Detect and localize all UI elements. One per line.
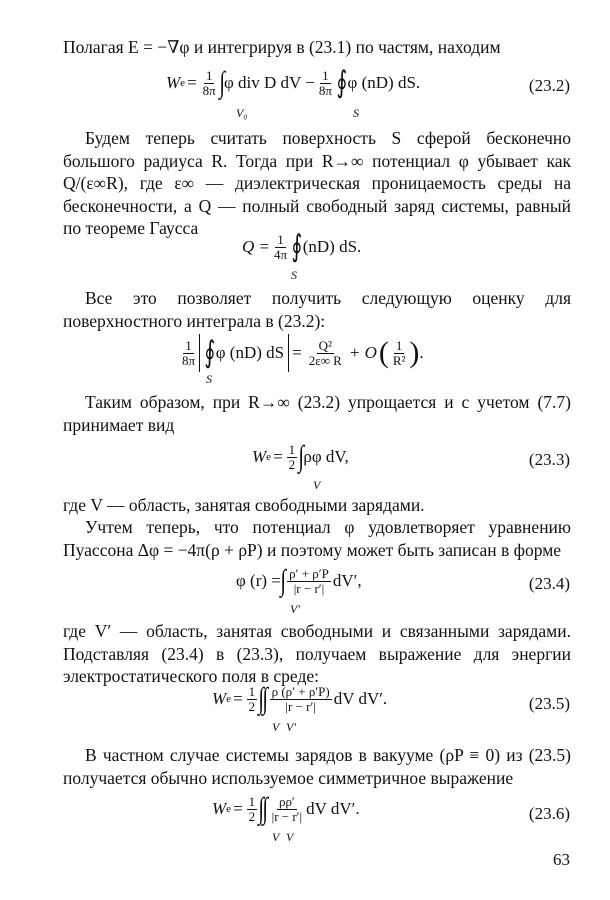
eq4-lhs: φ (r) = (236, 571, 281, 590)
paragraph-1: Полагая E = −∇φ и интегрируя в (23.1) по частям, находим (63, 37, 501, 57)
paragraph-6: Учтем теперь, что потенциал φ удовлетворяет уравнению Пуассона Δφ = −4π(ρ + ρP) и поэтому может быть записан в форме (63, 517, 571, 560)
eq-q-lhs: Q = (242, 237, 270, 256)
equation-gauss (0, 228, 610, 283)
eq-q-limit: S (291, 268, 297, 282)
paren-open: ( (378, 336, 389, 369)
eq-est-frac2: $\frac{\text{Q²}}{2\varepsilon\infty R}$ (308, 337, 342, 368)
eq5-limit-2: V′ (286, 720, 296, 734)
eq1-frac2: $\frac{1}{8\pi}$ (318, 67, 332, 98)
eq4-limit: V′ (290, 602, 300, 616)
equation-estimate (0, 330, 610, 390)
paren-close: ) (409, 336, 420, 369)
contour-integral-icon: ∮ (336, 66, 348, 99)
eq6-frac: $\frac{1}{2}$ (248, 793, 256, 824)
eq1-lhs-sub: e (180, 77, 186, 89)
eq6-lhs-sub: e (226, 803, 232, 815)
abs-value (199, 334, 289, 372)
eq-est-plus: + O (348, 343, 377, 362)
eq5-lhs-sub: e (226, 693, 232, 705)
eq-est-frac3: $\frac{1}{\text{R²}}$ (392, 337, 406, 368)
integral-icon: ∫ (258, 792, 265, 825)
eq6-number: (23.6) (528, 804, 570, 823)
paragraph-8: В частном случае системы зарядов в вакууме (ρP ≡ 0) из (23.5) получается обычно используемое симметричное выражение (63, 745, 571, 788)
eq3-lhs-sub: e (266, 451, 272, 463)
eq5-limit-1: V (272, 720, 280, 734)
eq1-int-limit: V₀ (236, 106, 248, 120)
eq5-lhs: W (212, 689, 227, 708)
eq4-number: (23.4) (528, 574, 570, 593)
integral-icon: ∫ (280, 564, 286, 597)
integral-icon: ∫ (298, 440, 305, 473)
contour-integral-icon: ∮ (204, 336, 216, 369)
equation-23-4 (0, 562, 610, 618)
eq5-equals: = (233, 689, 243, 708)
eq4-frac: $\frac{\rho' + \rho'P}{|r - r'|}$ (289, 565, 329, 596)
eq3-limit: V (313, 478, 321, 492)
eq1-term2: φ (nD) dS. (347, 73, 421, 92)
eq1-term1: φ div D dV − (223, 73, 315, 92)
eq4-body: dV′, (332, 571, 362, 590)
page-number: 63 (553, 850, 570, 869)
eq-est-frac: $\frac{1}{8\pi}$ (182, 337, 196, 368)
paragraph-2: Будем теперь считать поверхность S сферой бесконечно большого радиуса R. Тогда при R→∞ потенциал φ убывает как Q/(ε∞R), где ε∞ — диэлектрическая проницаемость среды на бесконечности, а Q — полный свободный заряд системы, равный по теореме Гаусса (63, 128, 571, 238)
eq-est-limit: S (206, 372, 212, 386)
integral-icon: ∫ (262, 682, 269, 715)
eq-q-body: (nD) dS. (302, 237, 362, 256)
eq-q-frac: $\frac{1}{4\pi}$ (274, 231, 288, 262)
eq-est-equals: = (292, 343, 302, 362)
eq3-lhs: W (252, 447, 267, 466)
eq3-frac: $\frac{1}{2}$ (288, 441, 296, 472)
eq3-equals: = (273, 447, 283, 466)
eq1-lhs: W (166, 73, 181, 92)
eq-est-end: . (419, 343, 424, 362)
eq6-body: dV dV′. (306, 799, 360, 818)
paragraph-3: Все это позволяет получить следующую оценку для поверхностного интеграла в (23.2): (63, 288, 571, 331)
paragraph-5: где V — область, занятая свободными зарядами. (63, 495, 425, 515)
equation-23-5 (0, 682, 610, 738)
equation-23-6 (0, 792, 610, 848)
eq5-frac: $\frac{1}{2}$ (248, 683, 256, 714)
eq1-equals: = (187, 73, 197, 92)
eq5-frac2: $\frac{\rho (\rho' + \rho'P)}{|r - r'|}$ (271, 683, 330, 714)
eq6-limit-1: V (272, 830, 280, 844)
paragraph-4: Таким образом, при R→∞ (23.2) упрощается и с учетом (7.7) принимает вид (63, 392, 571, 435)
eq1-number: (23.2) (528, 76, 570, 95)
eq6-frac2: $\frac{\rho\rho'}{|r - r'|}$ (271, 793, 303, 824)
eq1-frac1: $\frac{1}{8\pi}$ (202, 67, 216, 98)
eq6-equals: = (233, 799, 243, 818)
eq1-oint-limit: S (353, 106, 359, 120)
integral-icon: ∫ (258, 682, 265, 715)
eq3-number: (23.3) (528, 450, 570, 469)
eq-est-body: φ (nD) dS (215, 343, 285, 362)
eq5-body: dV dV′. (333, 689, 388, 708)
equation-23-2 (0, 64, 610, 124)
paragraph-7: где V′ — область, занятая свободными и связанными зарядами. Подставляя (23.4) в (23.3), получаем выражение для энергии электростатического поля в среде: (63, 621, 571, 686)
equation-23-3 (0, 440, 610, 492)
eq3-body: ρφ dV, (303, 447, 349, 466)
contour-integral-icon: ∮ (291, 230, 303, 263)
eq6-lhs: W (212, 799, 227, 818)
eq6-limit-2: V (286, 830, 294, 844)
integral-icon: ∫ (218, 66, 225, 99)
integral-icon: ∫ (262, 792, 269, 825)
eq5-number: (23.5) (528, 694, 570, 713)
